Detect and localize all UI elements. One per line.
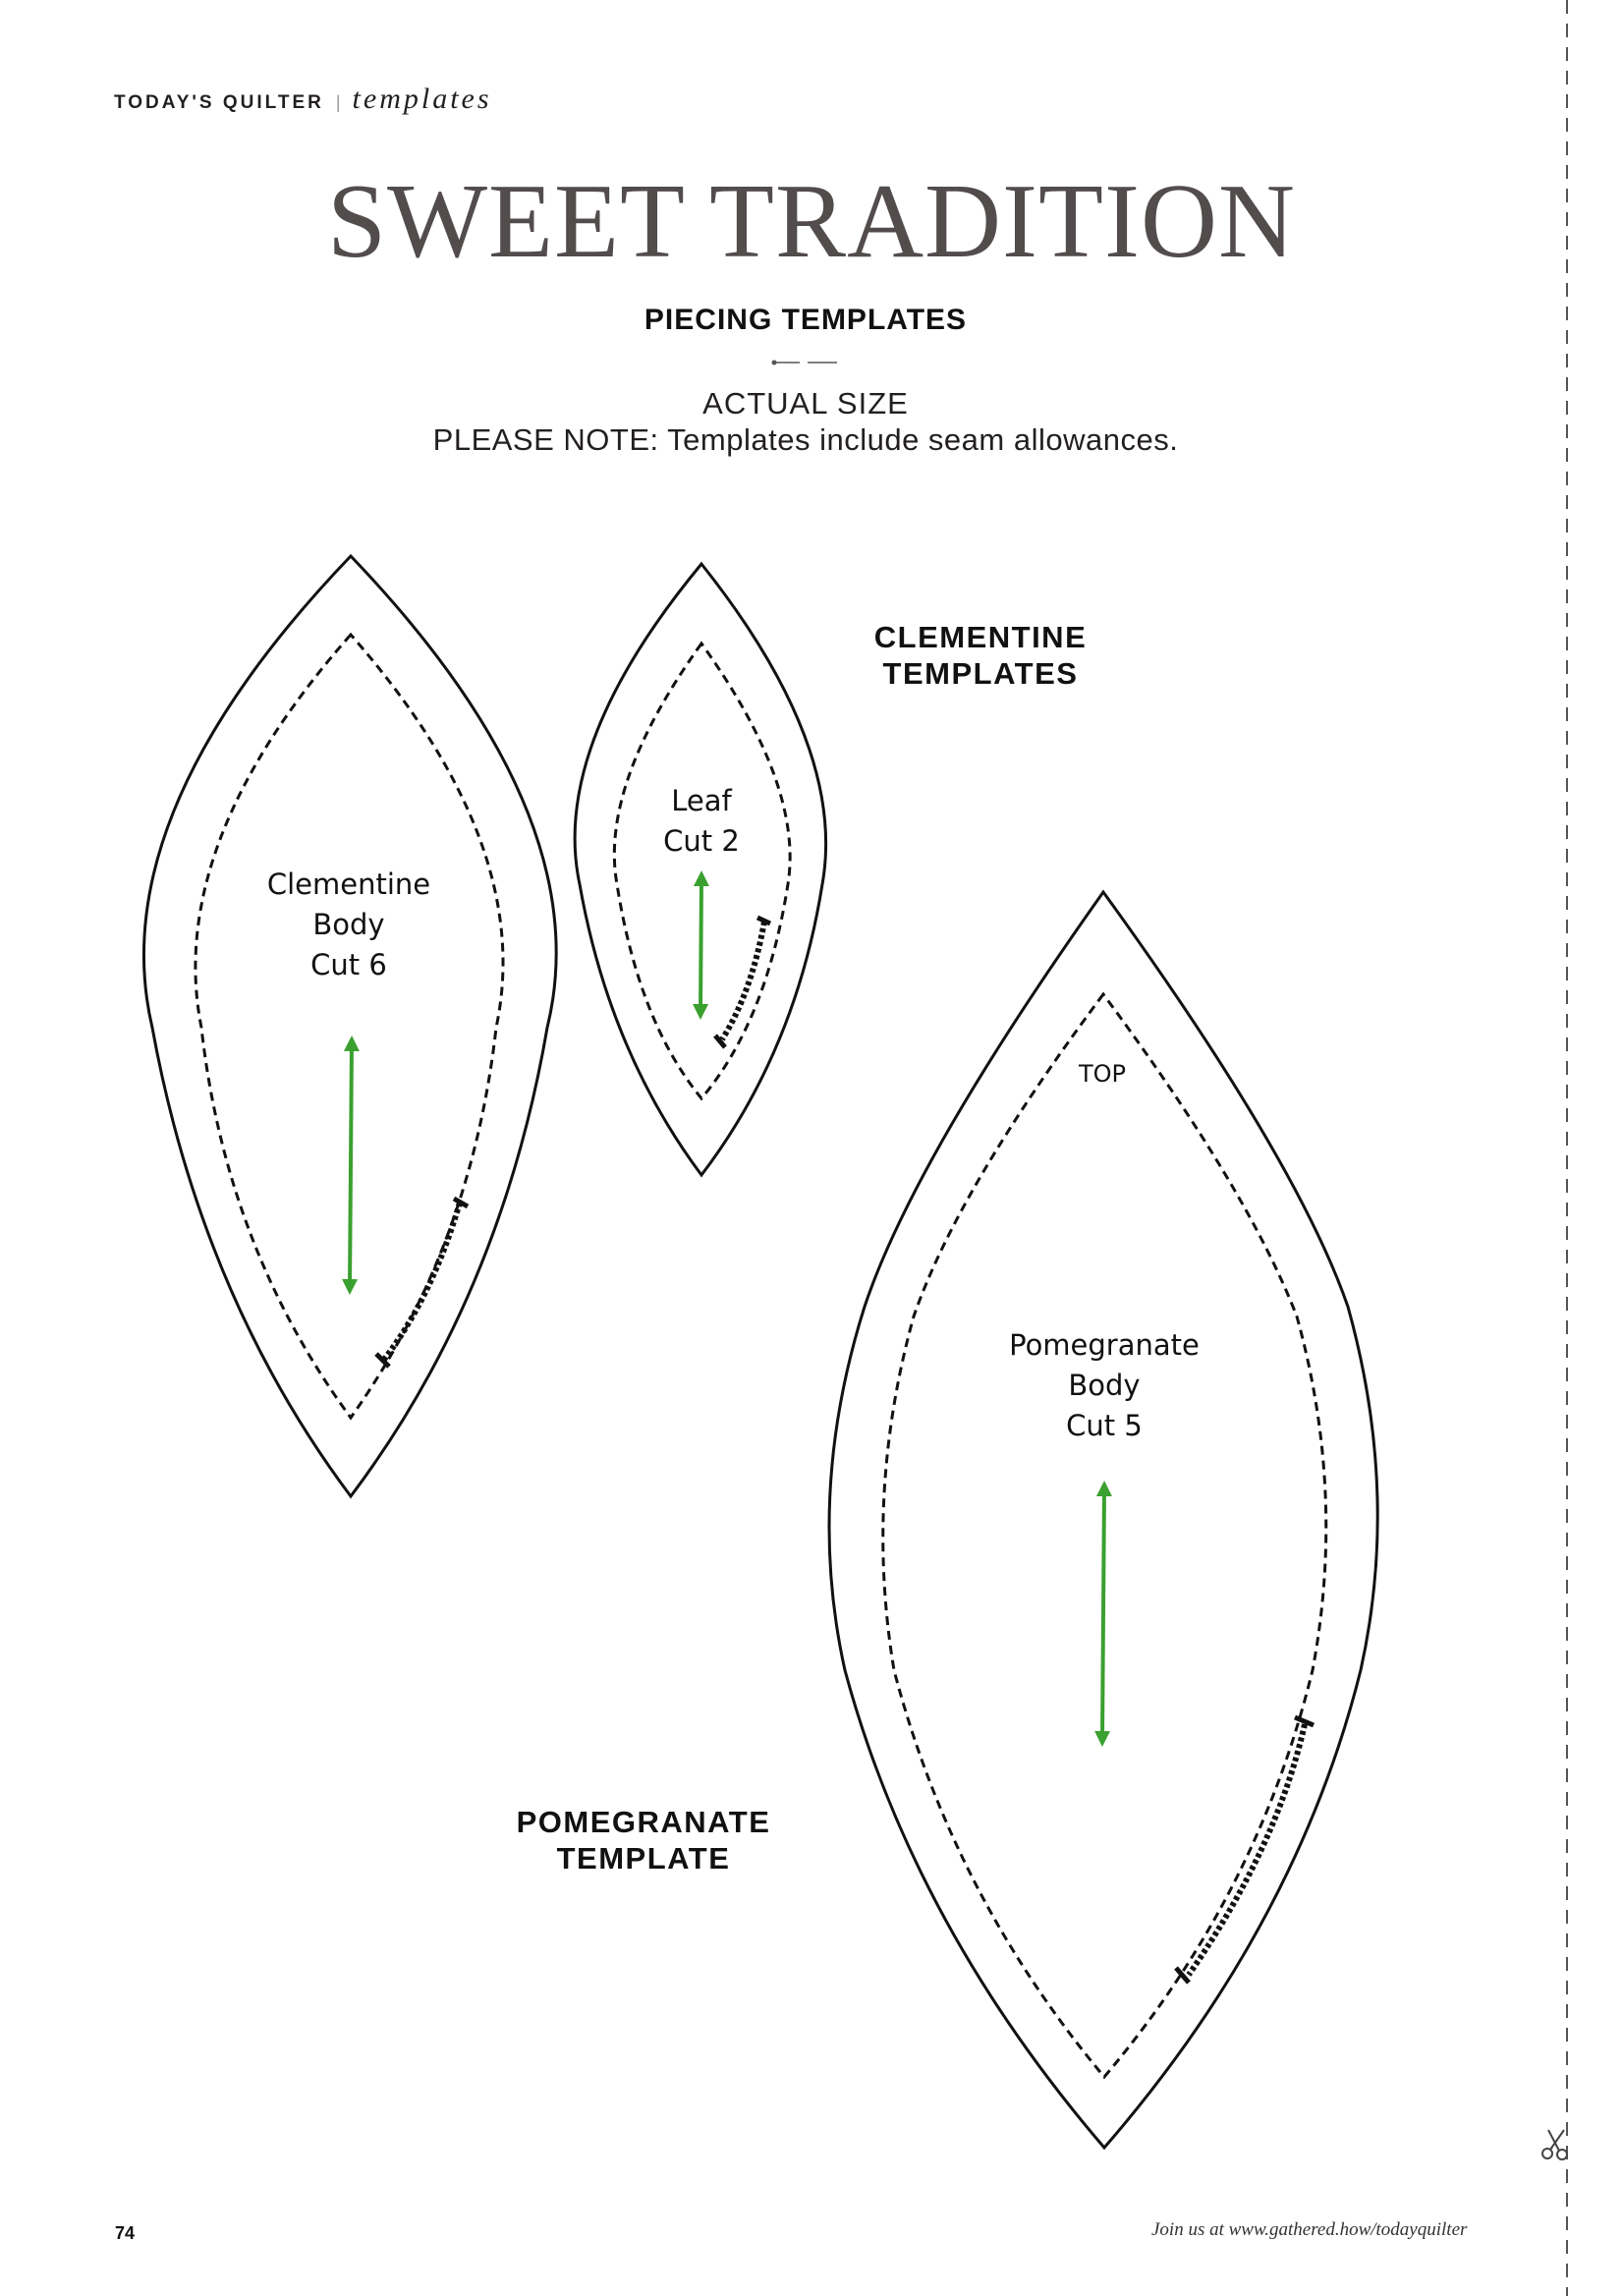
leaf-sewing-line	[614, 644, 790, 1098]
page-title: SWEET TRADITION	[327, 163, 1296, 280]
footer-url[interactable]: Join us at www.gathered.how/todayquilter	[1151, 2219, 1468, 2240]
pomegranate-body-label: Pomegranate Body Cut 5	[1009, 1328, 1200, 1442]
leaf-notch-mark	[757, 918, 770, 924]
pomegranate-template-heading: POMEGRANATE TEMPLATE	[516, 1805, 771, 1876]
leaf-label: Leaf Cut 2	[663, 784, 740, 858]
pomegranate-body-notch-segment	[1189, 1724, 1305, 1975]
clementine-body-label: Clementine Body Cut 6	[266, 868, 431, 981]
magazine-name: TODAY'S QUILTER	[114, 92, 324, 113]
leaf-notch-segment	[722, 922, 764, 1039]
section-name: templates	[352, 83, 492, 115]
actual-size-note: ACTUAL SIZE	[702, 386, 909, 420]
scissors-icon	[1542, 2130, 1567, 2159]
clementine-grainline-arrow	[350, 1043, 352, 1287]
clementine-body-sewing-line	[196, 635, 503, 1418]
clementine-body-cut-line	[143, 556, 556, 1496]
seam-allowance-note: PLEASE NOTE: Templates include seam allowances.	[432, 422, 1179, 457]
pomegranate-top-marker: TOP	[1079, 1060, 1127, 1088]
page-subtitle: PIECING TEMPLATES	[644, 304, 968, 336]
clementine-templates-heading: CLEMENTINE TEMPLATES	[873, 620, 1088, 691]
leaf-grainline-arrow	[700, 878, 701, 1012]
header-separator: |	[335, 92, 341, 112]
page-number: 74	[115, 2223, 136, 2243]
pomegranate-grainline-arrow	[1102, 1488, 1104, 1739]
